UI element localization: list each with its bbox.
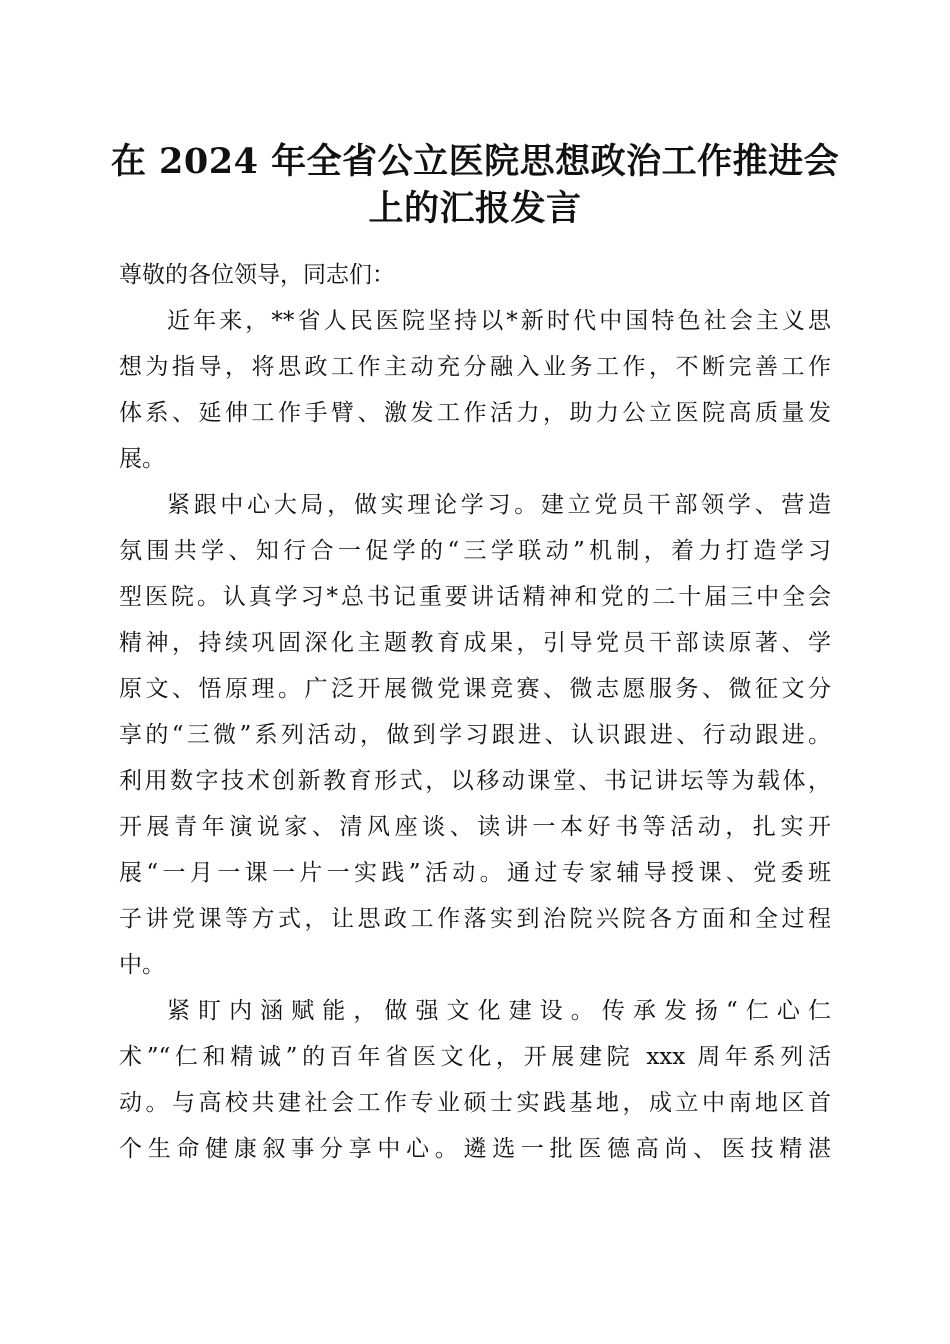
paragraph-line: 子讲党课等方式，让思政工作落实到治院兴院各方面和全过程: [119, 906, 831, 932]
paragraph-line: 紧盯内涵赋能，做强文化建设。传承发扬“仁心仁: [167, 998, 831, 1024]
paragraph-line: 开展青年演说家、清风座谈、读讲一本好书等活动，扎实开: [119, 814, 831, 840]
paragraph-line: 个生命健康叙事分享中心。遴选一批医德高尚、医技精湛: [119, 1136, 831, 1162]
paragraph-line: 氛围共学、知行合一促学的“三学联动”机制，着力打造学习: [119, 538, 831, 564]
salutation: 尊敬的各位领导，同志们：: [119, 262, 395, 288]
paragraph-line: 体系、延伸工作手臂、激发工作活力，助力公立医院高质量发: [119, 400, 831, 426]
paragraph-line: 利用数字技术创新教育形式，以移动课堂、书记讲坛等为载体，: [119, 768, 831, 794]
paragraph-intro: [119, 298, 831, 482]
paragraph-theory-study: [119, 482, 831, 988]
paragraph-line: 型医院。认真学习*总书记重要讲话精神和党的二十届三中全会: [119, 584, 831, 610]
paragraph-line: 想为指导，将思政工作主动充分融入业务工作，不断完善工作: [119, 354, 831, 380]
paragraph-line: 展“一月一课一片一实践”活动。通过专家辅导授课、党委班: [119, 860, 831, 886]
paragraph-line: 术”“仁和精诚”的百年省医文化，开展建院 xxx 周年系列活: [119, 1044, 831, 1070]
paragraph-line: 近年来，**省人民医院坚持以*新时代中国特色社会主义思: [167, 308, 831, 334]
paragraph-line: 动。与高校共建社会工作专业硕士实践基地，成立中南地区首: [119, 1090, 831, 1116]
document-title-line-2: 上的汇报发言: [368, 188, 582, 229]
paragraph-line: 紧跟中心大局，做实理论学习。建立党员干部领学、营造: [167, 492, 831, 518]
paragraph-culture-building: [119, 988, 831, 1172]
paragraph-line: 展。: [119, 446, 165, 472]
paragraph-line: 中。: [119, 952, 165, 978]
paragraph-line: 精神，持续巩固深化主题教育成果，引导党员干部读原著、学: [119, 630, 831, 656]
paragraph-line: 享的“三微”系列活动，做到学习跟进、认识跟进、行动跟进。: [119, 722, 831, 748]
paragraph-line: 原文、悟原理。广泛开展微党课竞赛、微志愿服务、微征文分: [119, 676, 831, 702]
document-title-line-1: 在 2024 年全省公立医院思想政治工作推进会: [110, 141, 840, 182]
document-body: [119, 252, 831, 1172]
